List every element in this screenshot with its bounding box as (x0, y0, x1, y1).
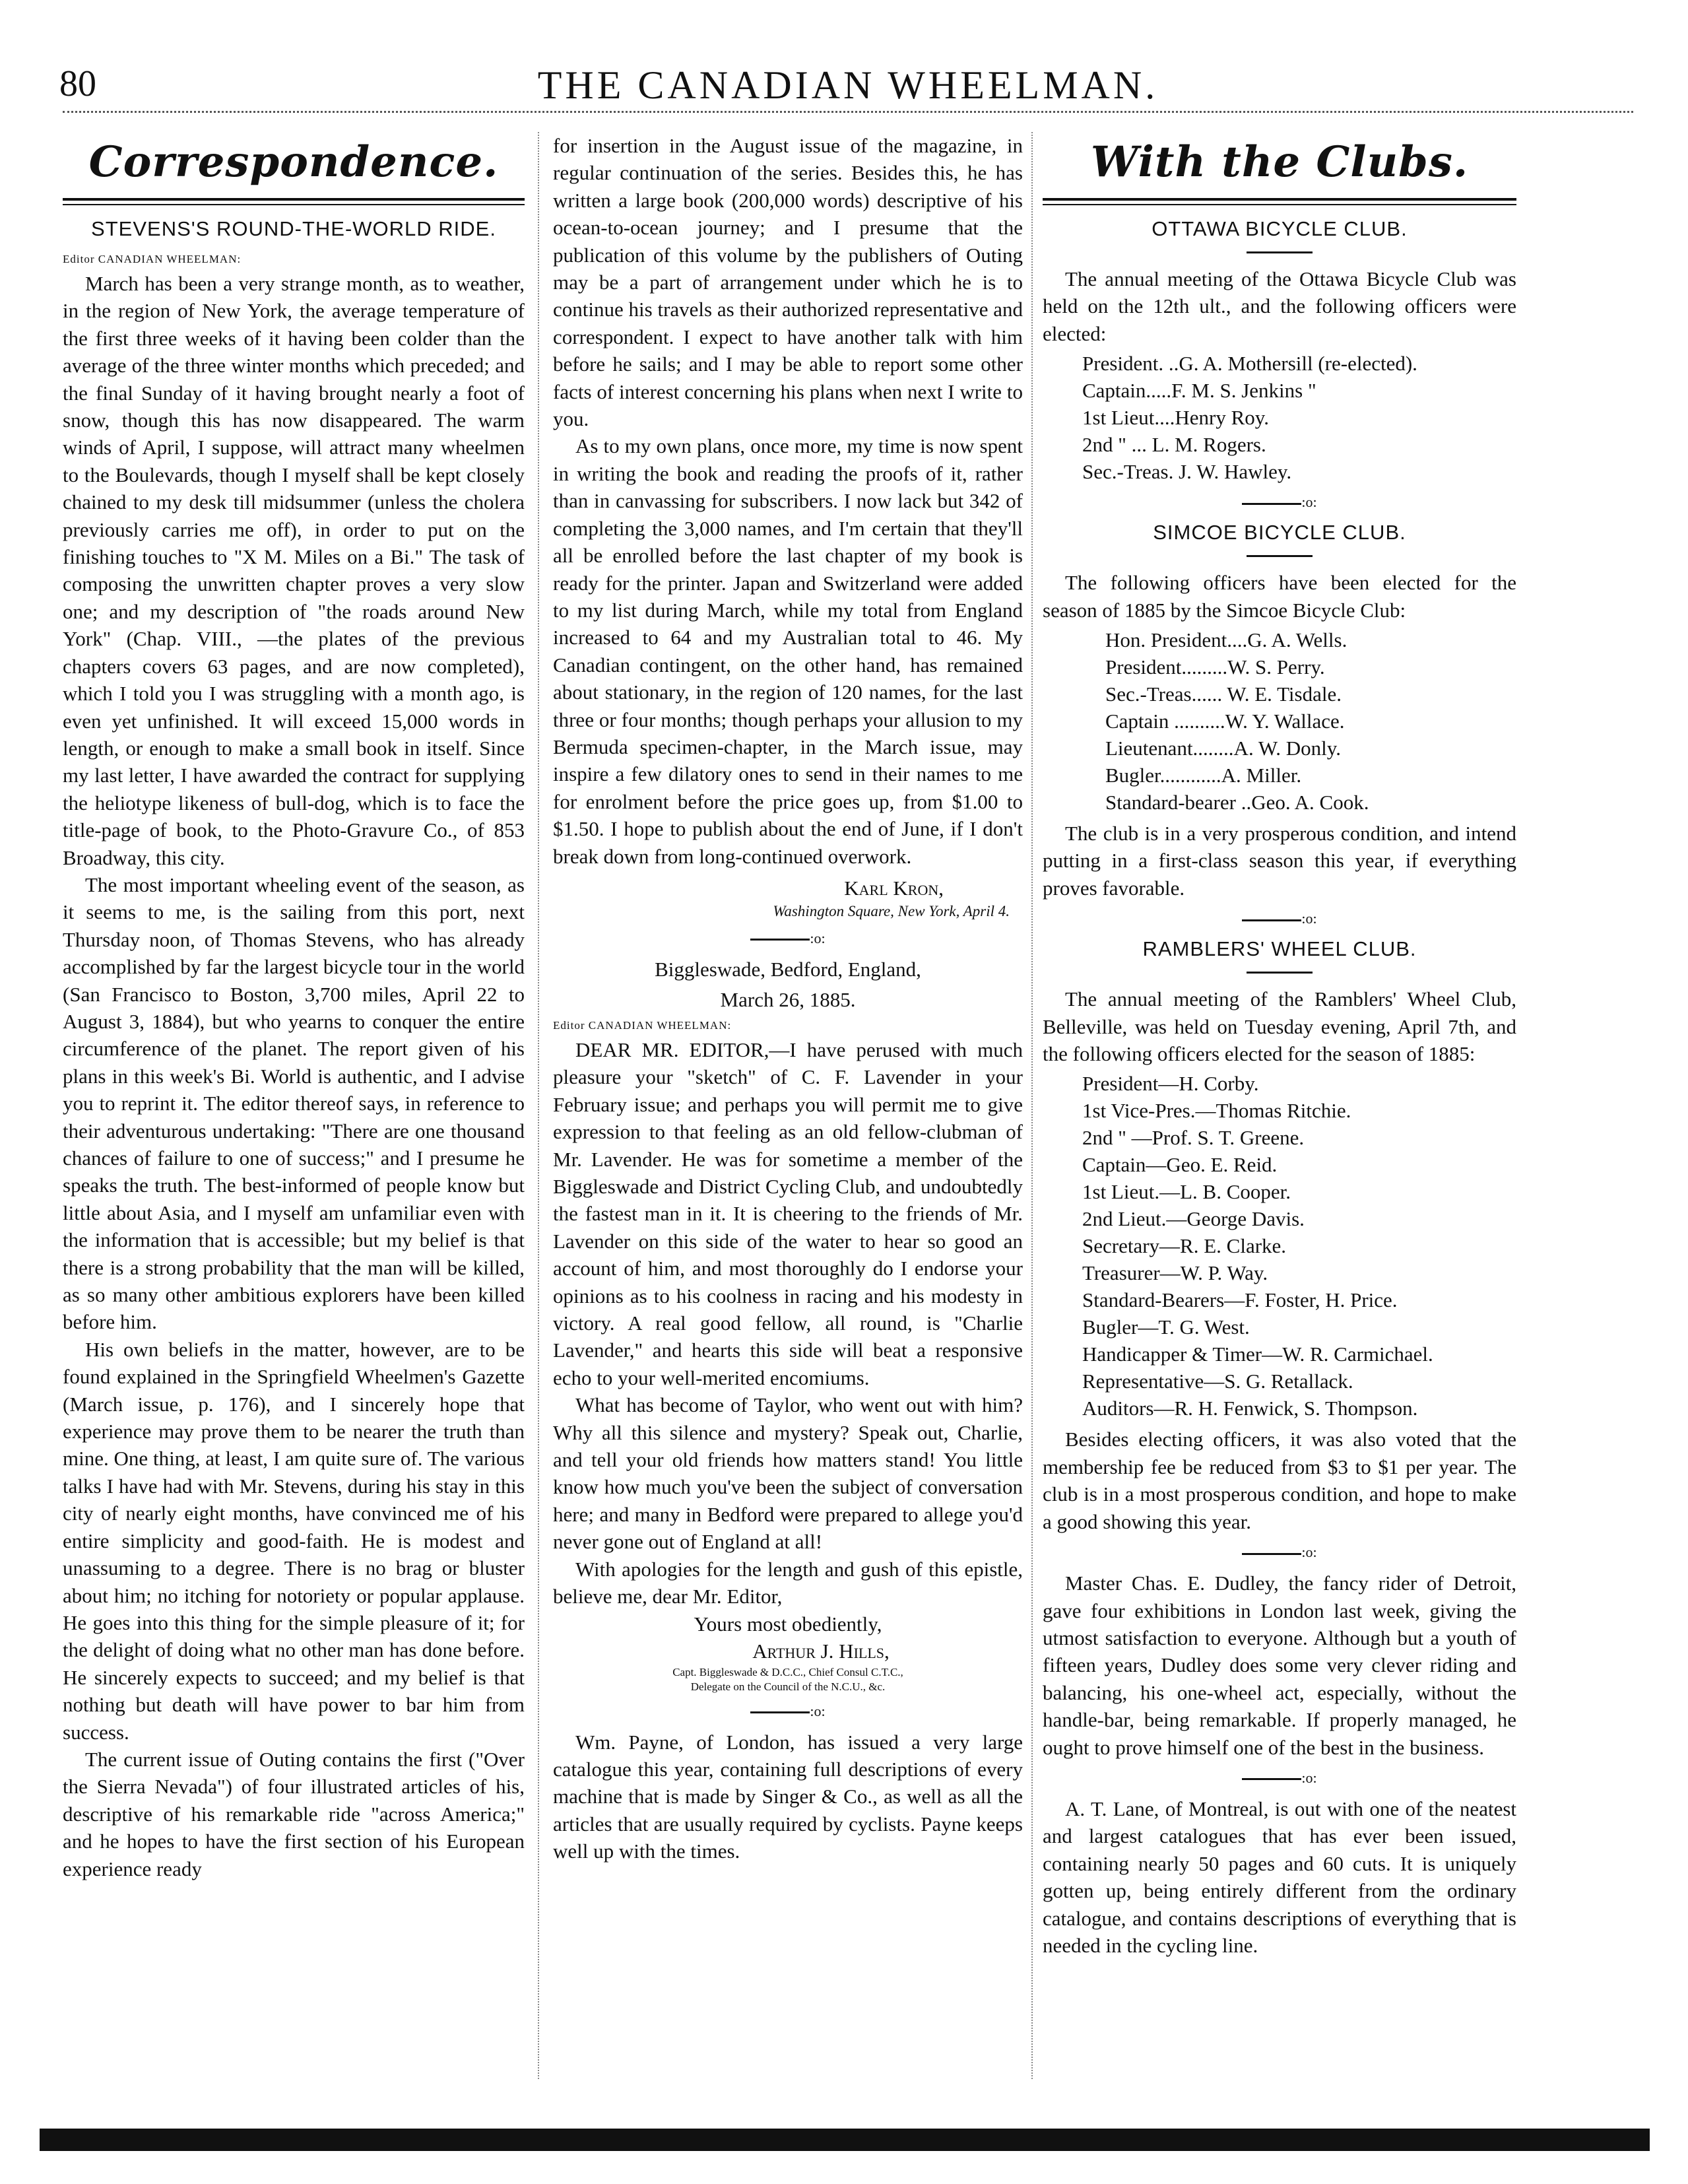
officer-entry: Standard-bearer ..Geo. A. Cook. (1105, 791, 1369, 814)
officer-list (1043, 350, 1516, 485)
club-intro: The annual meeting of the Ramblers' Wheel Club, Belleville, was held on Tuesday evening, April 7th, and the following officers elected for the season of 1885: (1043, 987, 1516, 1066)
officer-entry: Lieutenant........A. W. Donly. (1105, 737, 1342, 760)
letter-date: March 26, 1885. (720, 987, 856, 1011)
separator: :o: (553, 1698, 1023, 1725)
short-rule (1247, 972, 1313, 974)
clubs-heading: With the Clubs. (1090, 137, 1469, 187)
column-divider (538, 132, 539, 2079)
officer-entry: President—H. Corby. (1082, 1072, 1259, 1096)
club-intro: The annual meeting of the Ottawa Bicycle Club was held on the 12th ult., and the following officers were elected: (1043, 267, 1516, 345)
short-rule (1247, 251, 1313, 253)
club-title: OTTAWA BICYCLE CLUB. (1152, 217, 1408, 240)
officer-entry: Captain—Geo. E. Reid. (1082, 1153, 1278, 1177)
article-paragraph: March has been a very strange month, as to weather, in the region of New York, the average temperature of the first three weeks of it having been colder than the average of the three winter months which preceded; and the final Sunday of it having brought nearly a foot of snow, though this has now disappeared. The warm winds of April, I suppose, will attract many wheelmen to the Boulevards, though I myself shall be kept closely chained to my desk till midsummer (unless the cholera previously carries me off), in order to put on the finishing touches to "X M. Miles on a Bi." The task of composing the unwritten chapter proves a very slow one; and my description of "the roads around New York" (Chap. VIII., —the plates of the previous chapters covers 63 pages, and are now completed), which I told you I was struggling with a month ago, is even yet unfinished. It will exceed 15,000 words in length, or enough to make a small book in itself. Since my last letter, I have awarded the contract for supplying the heliotype likeness of bull-dog, which is to face the title-page of book, to the Photo-Gravure Co., of 853 Broadway, this city. (63, 272, 525, 869)
letter-paragraph: DEAR MR. EDITOR,—I have perused with much pleasure your "sketch" of C. F. Lavender in your February issue; and perhaps you will permit me to give expression to that feeling as an old fellow-clubman of Mr. Lavender. He was for sometime a member of the Biggleswade and District Cycling Club, and undoubtedly the fastest man in it. It is cheering to the friends of Mr. Lavender on this side of the water to hear so good an account of him, and most thoroughly do I endorse your opinions as to his coolness in racing and his modesty in victory. A real good fellow, all round, is "Charlie Lavender," and hearts this side will beat a responsive echo to your well-merited encomiums. (553, 1038, 1023, 1389)
officer-entry: Sec.-Treas. J. W. Hawley. (1082, 460, 1292, 484)
officer-entry: Sec.-Treas...... W. E. Tisdale. (1105, 682, 1342, 706)
separator: :o: (1043, 1539, 1516, 1566)
club-intro: The following officers have been elected for the season of 1885 by the Simcoe Bicycle Club: (1043, 571, 1516, 622)
letter-paragraph: What has become of Taylor, who went out with him? Why all this silence and mystery? Speak out, Charlie, and tell your old friends how matters stand! You little know how much you've been the subject of conversation here; and many in Bedford were prepared to allege you'd never gone out of England at all! (553, 1393, 1023, 1554)
officer-entry: Bugler............A. Miller. (1105, 764, 1302, 787)
officer-entry: Bugler—T. G. West. (1082, 1315, 1250, 1339)
signature-credentials: Capt. Biggleswade & D.C.C., Chief Consul C.T.C., (672, 1665, 903, 1678)
masthead-title: THE CANADIAN WHEELMAN. (537, 63, 1159, 107)
heading-rule (63, 198, 525, 205)
news-item: Master Chas. E. Dudley, the fancy rider of Detroit, gave four exhibitions in London last week, giving the utmost satisfaction to everyone. Although but a youth of fifteen years, Dudley does some very clever riding and balancing, his one-wheel act, especially, without the handle-bar, being remarkable. If properly managed, he ought to prove himself one of the best in the business. (1043, 1572, 1516, 1759)
officer-entry: Treasurer—W. P. Way. (1082, 1261, 1268, 1285)
editor-line: Editor CANADIAN WHEELMAN: (553, 1018, 732, 1032)
article-paragraph: His own beliefs in the matter, however, are to be found explained in the Springfield Wheelmen's Gazette (March issue, p. 176), and I sincerely hope that experience may prove them to be nearer the truth than mine. One thing, at least, I am quite sure of. The various talks I have had with Mr. Stevens, during his stay in this city of nearly eight months, have convinced me of his entire simplicity and good-faith. He is modest and unassuming to a degree. There is no brag or bluster about him; no itching for notoriety or popular applause. He goes into this thing for the simple pleasure of it; for the delight of doing what no other man has done before. He sincerely expects to succeed; and my belief is that nothing but death will have power to bar him from success. (63, 1337, 525, 1744)
officer-entry: Hon. President....G. A. Wells. (1105, 628, 1347, 652)
letter-paragraph: With apologies for the length and gush of this epistle, believe me, dear Mr. Editor, (553, 1557, 1023, 1608)
news-item: Wm. Payne, of London, has issued a very large catalogue this year, containing full descriptions of every machine that is made by Singer & Co., as well as all the articles that are usually required by cyclists. Payne keeps well up with the times. (553, 1730, 1023, 1863)
officer-entry: 1st Lieut.—L. B. Cooper. (1082, 1180, 1291, 1204)
officer-entry: Representative—S. G. Retallack. (1082, 1370, 1353, 1393)
officer-entry: 1st Lieut....Henry Roy. (1082, 406, 1269, 430)
separator: :o: (1043, 489, 1516, 515)
officer-entry: President. ..G. A. Mothersill (re-elected). (1082, 352, 1417, 376)
middle-column (553, 132, 1023, 1865)
short-rule (1247, 555, 1313, 557)
correspondence-column (63, 132, 525, 1882)
article-continuation: for insertion in the August issue of the magazine, in regular continuation of the series. Besides this, he has written a large book (200,000 words) descriptive of his ocean-to-ocean journey; and I presume that the publication of this volume by the publishers of Outing may be a part of arrangement under which he is to continue his travels as their authorized representative and correspondent. I expect to have another talk with him before he sails; and I may be able to report some other facts of interest concerning his plans when next I write to you. (553, 134, 1023, 431)
signature-place: Washington Square, New York, April 4. (773, 902, 1010, 919)
signature-credentials: Delegate on the Council of the N.C.U., &c. (690, 1680, 886, 1693)
editor-line: Editor CANADIAN WHEELMAN: (63, 253, 242, 265)
club-title: RAMBLERS' WHEEL CLUB. (1142, 937, 1417, 961)
officer-entry: Captain.....F. M. S. Jenkins " (1082, 379, 1316, 403)
news-item: A. T. Lane, of Montreal, is out with one of the neatest and largest catalogues that has ever been issued, containing nearly 50 pages and 60 cuts. It is uniquely gotten up, being entirely different from the ordinary catalogue, and contains descriptions of everything that is needed in the cycling line. (1043, 1797, 1516, 1957)
article-paragraph: As to my own plans, once more, my time is now spent in writing the book and reading the proofs of it, rather than in canvassing for subscribers. I now lack but 342 of completing the 3,000 names, and I'm certain that they'll all be enrolled before the last chapter of my book is ready for the printer. Japan and Switzerland were added to my list during March, while my total from England increased to 64 and my Australian total to 46. My Canadian contingent, on the other hand, has remained about stationary, in the region of 120 names, for the last three or four months; though perhaps your allusion to my Bermuda specimen-chapter, in the March issue, may inspire a few dilatory ones to send in their names to me for enrolment before the price goes up, from $1.00 to $1.50. I hope to publish about the end of June, if I don't break down from long-continued overwork. (553, 434, 1023, 868)
header-rule (63, 111, 1633, 113)
clubs-column (1043, 132, 1516, 1959)
officer-entry: 2nd " ... L. M. Rogers. (1082, 433, 1266, 457)
separator: :o: (1043, 906, 1516, 932)
club-closing: Besides electing officers, it was also voted that the membership fee be reduced from $3 to $1 per year. The club is in a most prosperous condition, and hope to make a good showing this year. (1043, 1428, 1516, 1533)
officer-entry: Secretary—R. E. Clarke. (1082, 1234, 1287, 1258)
officer-entry: Standard-Bearers—F. Foster, H. Price. (1082, 1288, 1398, 1312)
letter-closing: Yours most obediently, (694, 1612, 882, 1636)
club-closing: The club is in a very prosperous condition, and intend putting in a first-class season this year, if everything proves favorable. (1043, 822, 1516, 900)
signature: Karl Kron, (844, 876, 944, 900)
officer-entry: Auditors—R. H. Fenwick, S. Thompson. (1082, 1397, 1418, 1420)
letter-dateline: Biggleswade, Bedford, England, (655, 957, 921, 981)
page-header (59, 63, 1637, 122)
officer-entry: President.........W. S. Perry. (1105, 655, 1325, 679)
officer-entry: 2nd " —Prof. S. T. Greene. (1082, 1126, 1305, 1150)
correspondence-heading: Correspondence. (88, 137, 499, 187)
officer-entry: Handicapper & Timer—W. R. Carmichael. (1082, 1342, 1433, 1366)
column-divider (1031, 132, 1033, 2079)
heading-rule (1043, 198, 1516, 205)
separator: :o: (1043, 1765, 1516, 1791)
officer-entry: 1st Vice-Pres.—Thomas Ritchie. (1082, 1099, 1351, 1123)
club-title: SIMCOE BICYCLE CLUB. (1153, 521, 1406, 545)
officer-entry: Captain ..........W. Y. Wallace. (1105, 710, 1345, 733)
officer-list (1043, 1070, 1516, 1422)
footer-band (40, 2129, 1650, 2151)
article-paragraph: The most important wheeling event of the season, as it seems to me, is the sailing from this port, next Thursday noon, of Thomas Stevens, who has already accomplished by far the largest bicycle tour in the world (San Francisco to Boston, 3,700 miles, April 22 to August 3, 1884), but who yearns to conquer the entire circumference of the planet. The report given of his plans in this week's Bi. World is authentic, and I advise you to reprint it. The editor thereof says, in reference to their adventurous undertaking: "There are one thousand chances of failure to one of success;" and I presume he speaks the truth. The best-informed of people know but little about Asia, and I myself am unfamiliar even with the information that is accessible; but my belief is that there is a strong probability that the man will be killed, as so many other ambitious explorers have been killed before him. (63, 873, 525, 1334)
letter-signature: Arthur J. Hills, (752, 1639, 890, 1663)
article-paragraph: The current issue of Outing contains the first ("Over the Sierra Nevada") of four illustrated articles of his, descriptive of his remarkable ride "across America;" and he hopes to have the first section of his European experience ready (63, 1747, 525, 1880)
separator: :o: (553, 925, 1023, 952)
article-title: STEVENS'S ROUND-THE-WORLD RIDE. (91, 217, 496, 240)
officer-list (1043, 626, 1516, 816)
page-number: 80 (59, 63, 96, 104)
officer-entry: 2nd Lieut.—George Davis. (1082, 1207, 1305, 1231)
